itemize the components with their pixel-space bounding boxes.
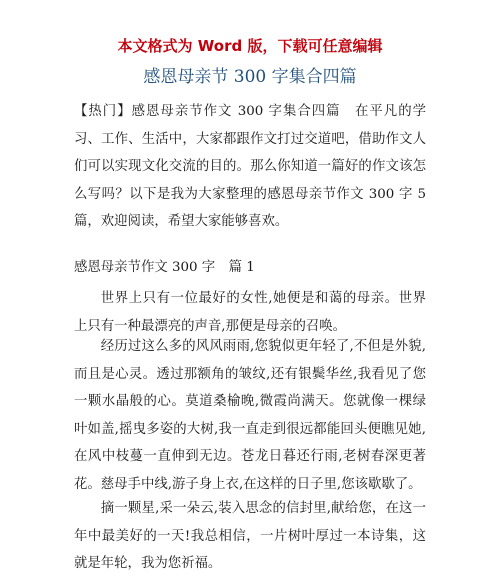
intro-paragraph: 【热门】感恩母亲节作文 300 字集合四篇 在平凡的学习、工作、生活中，大家都跟作文打过交道吧，借助作文人们可以实现文化交流的目的。那么你知道一篇好的作文该怎么写吗？以下是我为大家整理的感恩母亲节作文 300 字 5 篇，欢迎阅读，希望大家能够喜欢。 bbox=[74, 104, 426, 229]
body-paragraph: 摘一颗星,采一朵云,装入思念的信封里,献给您，在这一年中最美好的一天!我总相信，一片树叶厚过一本诗集，这就是年轮，我为您祈福。 bbox=[74, 501, 426, 571]
format-banner: 本文格式为 Word 版，下载可任意编辑 bbox=[117, 37, 383, 55]
document-title: 感恩母亲节 300 字集合四篇 bbox=[143, 67, 357, 87]
body-paragraph: 经历过这么多的风风雨雨,您貌似更年轻了,不但是外貌,而且是心灵。透过那额角的皱纹,还有银鬓华丝,我看见了您一颗水晶般的心。莫道桑榆晚,微霞尚满天。您就像一棵绿叶如盖,摇曳多姿的大树,我一直走到很远都能回头便瞧见她,在风中枝蔓一直伸到无边。苍龙日暮还行雨,老树春深更著花。慈母手中线,游子身上衣,在这样的日子里,您该歇歇了。 bbox=[74, 339, 426, 492]
section-heading: 感恩母亲节作文 300 字 篇 1 bbox=[74, 260, 255, 275]
body-paragraph: 世界上只有一位最好的女性,她便是和蔼的母亲。世界上只有一种最漂亮的声音,那便是母亲的召唤。 bbox=[74, 291, 426, 334]
